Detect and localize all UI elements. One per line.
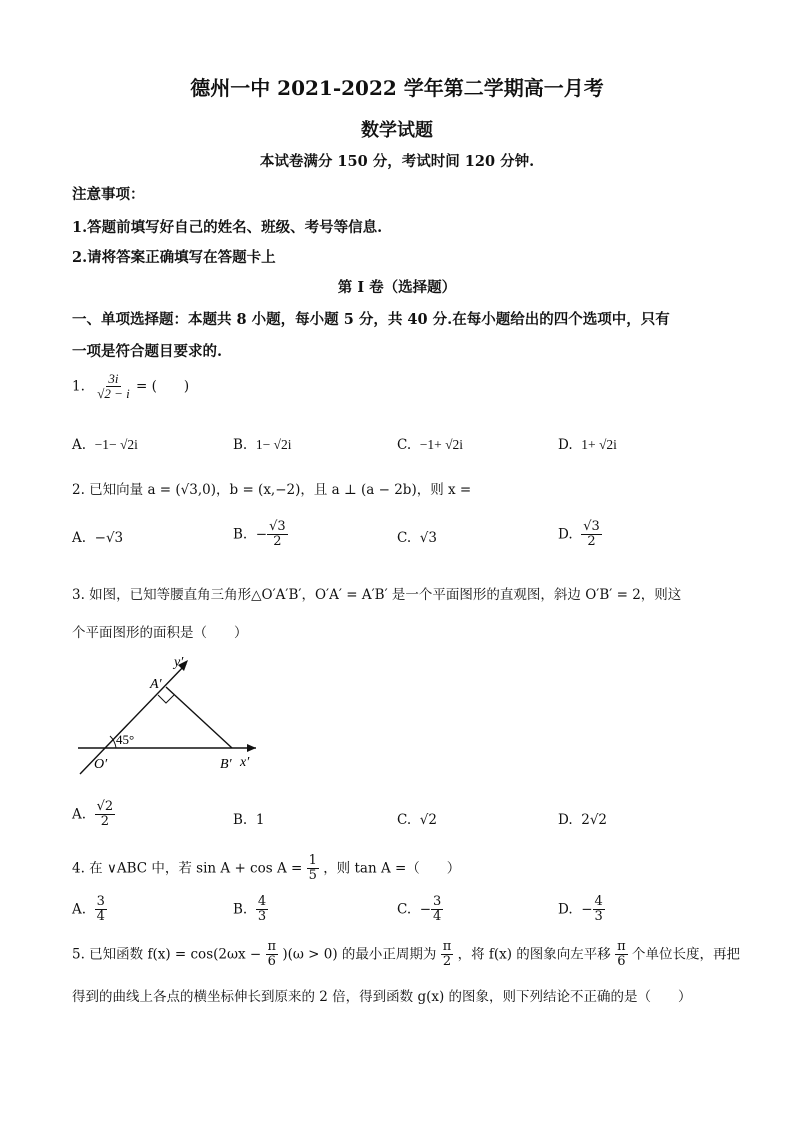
q3-option-a[interactable] xyxy=(72,800,115,830)
option-letter: B. xyxy=(233,812,248,828)
x-axis-arrow xyxy=(247,744,256,752)
option-fraction xyxy=(593,895,605,925)
label-b-prime: B′ xyxy=(220,757,232,772)
option-fraction xyxy=(95,800,116,830)
frac-num: 3 xyxy=(96,894,105,909)
frac-den: 2 xyxy=(442,954,452,970)
option-sign: − xyxy=(581,901,593,918)
option-letter: C. xyxy=(397,812,412,828)
option-letter: B. xyxy=(233,437,248,453)
option-letter: D. xyxy=(558,526,573,543)
note-1: 1.答题前填写好自己的姓名、班级、考号等信息. xyxy=(72,219,383,236)
question-1 xyxy=(72,372,189,402)
frac-num: 4 xyxy=(594,894,603,909)
q3-figure xyxy=(70,650,270,780)
option-value: 1+ √2i xyxy=(581,437,617,452)
frac-den: 3 xyxy=(594,909,603,925)
q4-text-post: ，则 tan A =（ ） xyxy=(323,860,461,877)
frac-num: √3 xyxy=(583,519,600,534)
option-letter: D. xyxy=(558,812,573,828)
option-value: √2 xyxy=(419,812,437,828)
q4-option-c[interactable] xyxy=(397,895,443,925)
frac-num: π xyxy=(442,939,452,954)
frac-den: 4 xyxy=(96,909,105,925)
q5-period-fraction xyxy=(441,940,454,970)
q5-phase-fraction xyxy=(266,940,279,970)
option-letter: A. xyxy=(72,901,87,918)
frac-den: 2 xyxy=(587,534,596,550)
frac-num: 1 xyxy=(308,853,317,868)
frac-num: π xyxy=(617,939,626,954)
q1-option-b[interactable] xyxy=(233,437,291,453)
frac-den: 4 xyxy=(433,909,442,925)
q3-option-b[interactable] xyxy=(233,812,264,828)
option-letter: A. xyxy=(72,806,87,823)
q5-shift-fraction xyxy=(615,940,628,970)
frac-den: 5 xyxy=(308,868,317,884)
q1-number: 1. xyxy=(72,378,85,395)
q4-option-a[interactable] xyxy=(72,895,107,925)
q1-option-c[interactable] xyxy=(397,437,463,453)
q1-option-d[interactable] xyxy=(558,437,617,453)
section-instructions-1: 一、单项选择题：本题共 8 小题，每小题 5 分，共 40 分.在每小题给出的四个选项中，只有 xyxy=(72,311,670,328)
q4-fraction xyxy=(307,854,319,884)
q3-option-c[interactable] xyxy=(397,812,437,828)
question-3-line-1: 3. 如图，已知等腰直角三角形△O′A′B′，O′A′ = A′B′ 是一个平面图形的直观图，斜边 O′B′ = 2，则这 xyxy=(72,587,682,603)
exam-subject: 数学试题 xyxy=(361,120,433,141)
option-letter: C. xyxy=(397,530,412,546)
q5-text-pre: 5. 已知函数 f(x) = cos(2ωx − xyxy=(72,946,262,963)
option-letter: A. xyxy=(72,530,87,546)
option-fraction xyxy=(256,895,268,925)
question-5-line-2: 得到的曲线上各点的横坐标伸长到原来的 2 倍，得到函数 g(x) 的图象，则下列结论不正确的是（ ） xyxy=(72,989,692,1005)
q4-option-b[interactable] xyxy=(233,895,268,925)
option-letter: C. xyxy=(397,901,412,918)
label-y-prime: y′ xyxy=(174,655,184,670)
option-letter: B. xyxy=(233,901,248,918)
frac-num: 4 xyxy=(257,894,267,909)
frac-num: √2 xyxy=(96,799,114,814)
option-fraction xyxy=(581,520,602,550)
option-value: √3 xyxy=(419,530,437,546)
frac-den: 6 xyxy=(617,954,626,970)
question-4 xyxy=(72,854,460,884)
question-2: 2. 已知向量 a = (√3,0)，b = (x,−2)，且 a ⊥ (a − 2b)，则 x = xyxy=(72,482,472,498)
q2-option-b[interactable]: B. − $\frac{√3}{2}$ xyxy=(233,519,286,550)
frac-den: 2 xyxy=(273,534,282,550)
frac-num: √3 xyxy=(269,519,286,534)
frac-den: 2 xyxy=(100,814,110,830)
frac-den: 3 xyxy=(257,909,267,925)
label-a-prime: A′ xyxy=(150,677,162,692)
notes-heading: 注意事项： xyxy=(72,186,145,203)
q3-option-d[interactable] xyxy=(558,812,607,828)
exam-info: 本试卷满分 150 分，考试时间 120 分钟. xyxy=(259,153,535,170)
segment-a-b xyxy=(166,687,232,748)
question-3-line-2: 个平面图形的面积是（ ） xyxy=(72,625,248,641)
option-value: −√3 xyxy=(94,530,124,546)
q1-tail: = ( ) xyxy=(136,378,190,395)
note-2: 2.请将答案正确填写在答题卡上 xyxy=(72,249,276,266)
question-5-line-1 xyxy=(72,940,740,970)
section-title: 第 I 卷（选择题） xyxy=(337,279,457,296)
q5-text-mid-2: ，将 f(x) 的图象向左平移 xyxy=(457,946,611,963)
label-x-prime: x′ xyxy=(240,755,250,770)
right-angle-mark xyxy=(158,695,174,703)
q2-option-a[interactable] xyxy=(72,530,123,546)
label-o-prime: O′ xyxy=(94,757,108,772)
option-letter: D. xyxy=(558,901,573,918)
frac-den: 6 xyxy=(267,954,276,970)
q1-fraction xyxy=(95,372,132,402)
q2-option-d[interactable] xyxy=(558,520,602,550)
option-letter: D. xyxy=(558,437,573,453)
q2-option-c[interactable] xyxy=(397,530,437,546)
label-angle: 45° xyxy=(116,732,135,747)
option-value: 2√2 xyxy=(581,812,608,828)
q4-option-d[interactable] xyxy=(558,895,605,925)
section-instructions-2: 一项是符合题目要求的. xyxy=(72,343,223,360)
q1-denominator: √2 − i xyxy=(97,386,130,402)
q1-numerator: 3i xyxy=(108,371,119,386)
option-value: 1 xyxy=(255,812,265,828)
option-letter: B. xyxy=(233,526,248,543)
option-letter: A. xyxy=(72,437,87,453)
option-value: −1+ √2i xyxy=(419,437,463,452)
frac-num: π xyxy=(267,939,277,954)
q1-option-a[interactable] xyxy=(72,437,138,453)
option-fraction xyxy=(431,895,443,925)
exam-title: 德州一中 2021-2022 学年第二学期高一月考 xyxy=(190,76,604,100)
frac-num: 3 xyxy=(433,894,442,909)
option-value: −1− √2i xyxy=(94,437,138,452)
q4-text-pre: 4. 在 ∨ABC 中，若 sin A + cos A = xyxy=(72,860,303,877)
option-value: 1− √2i xyxy=(255,437,292,452)
option-fraction xyxy=(95,895,107,925)
option-sign: − xyxy=(419,901,432,918)
option-fraction xyxy=(267,520,288,550)
q5-text-mid: )(ω > 0) 的最小正周期为 xyxy=(282,946,437,963)
option-letter: C. xyxy=(397,437,412,453)
q5-text-post: 个单位长度，再把 xyxy=(631,946,740,963)
